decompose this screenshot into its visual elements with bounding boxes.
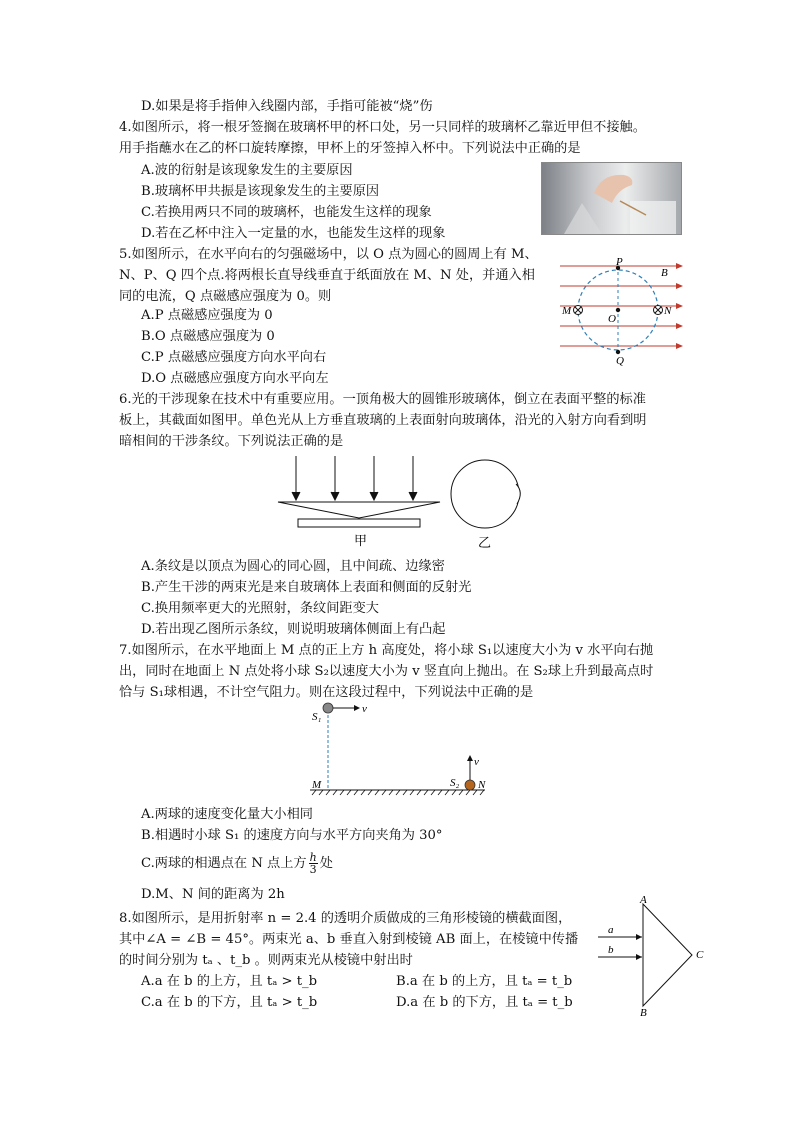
label-c-vertex: C: [696, 949, 704, 961]
q5-option-a: A.P 点磁感应强度为 0: [141, 308, 273, 323]
fraction-numerator: h: [309, 851, 317, 864]
point-q: [616, 350, 620, 354]
q6-stem-line3: 暗相间的干涉条纹。下列说法正确的是: [119, 434, 344, 449]
q7-option-d: D.M、N 间的距离为 2h: [141, 887, 285, 902]
ball-s2: [465, 780, 475, 790]
label-ray-b: b: [608, 944, 614, 956]
q8-stem-line1: 8.如图所示，是用折射率 n = 2.4 的透明介质做成的三角形棱镜的横截面图，: [119, 911, 572, 926]
velocity-arrowhead-s1: [354, 705, 360, 711]
fraction-denominator: 3: [309, 863, 317, 876]
label-b-vertex: B: [640, 1007, 647, 1018]
label-yi: 乙: [478, 536, 492, 551]
q7-stem-line2: 出，同时在地面上 N 点处将小球 S₂以速度大小为 v 竖直向上抛出。在 S₂球上升到最高点时: [119, 664, 654, 679]
q7-option-c: [141, 852, 333, 875]
q8-stem-line2: 其中∠A = ∠B = 45°。两束光 a、b 垂直入射到棱镜 AB 面上，在棱镜中传播: [119, 932, 579, 947]
q6-option-c: C.换用频率更大的光照射，条纹间距变大: [141, 601, 379, 616]
q8-option-a: A.a 在 b 的上方，且 tₐ > t_b: [141, 974, 318, 989]
ball-s1: [323, 703, 333, 713]
q6-option-d: D.若出现乙图所示条纹，则说明玻璃体侧面上有凸起: [141, 622, 446, 637]
incident-light-rays: [292, 456, 417, 500]
q7-option-b: B.相遇时小球 S₁ 的速度方向与水平方向夹角为 30°: [141, 828, 443, 843]
velocity-arrowhead-s2: [467, 755, 473, 761]
q7-option-c-suffix: 处: [319, 856, 333, 871]
glass-cone: [278, 502, 440, 518]
prism-figure: [596, 894, 716, 1018]
label-s2: S₂: [450, 777, 460, 789]
q4-option-c: C.若换用两只不同的玻璃杯，也能发生这样的现象: [141, 205, 432, 220]
q8-option-c: C.a 在 b 的下方，且 tₐ > t_b: [141, 995, 318, 1010]
q5-stem-line1: 5.如图所示，在水平向右的匀强磁场中，以 O 点为圆心的圆周上有 M、: [119, 247, 538, 262]
q4-stem-line2: 用手指蘸水在乙的杯口旋转摩擦，甲杯上的牙签掉入杯中。下列说法中正确的是: [119, 141, 581, 156]
q8-stem-line3: 的时间分别为 tₐ 、t_b 。则两束光从棱镜中射出时: [119, 953, 413, 968]
label-n: N: [664, 305, 672, 317]
q7-stem-line3: 恰与 S₁球相遇，不计空气阻力。则在这段过程中，下列说法中正确的是: [119, 685, 534, 700]
label-m: M: [312, 779, 322, 791]
q4-option-b: B.玻璃杯甲共振是该现象发生的主要原因: [141, 184, 380, 199]
projectile-figure: [300, 698, 495, 802]
q5-option-c: C.P 点磁感应强度方向水平向右: [141, 350, 327, 365]
q3-option-d: D.如果是将手指伸入线圈内部，手指可能被“烧”伤: [141, 99, 433, 114]
q5-stem-line2: N、P、Q 四个点.将两根长直导线垂直于纸面放在 M、N 处，并通入相: [119, 268, 535, 283]
q4-stem-line1: 4.如图所示，将一根牙签搁在玻璃杯甲的杯口处，另一只同样的玻璃杯乙靠近甲但不接触。: [119, 120, 646, 135]
label-q: Q: [616, 355, 624, 366]
interference-figure: [270, 452, 530, 552]
label-v1: v: [362, 703, 367, 715]
standard-plate: [298, 519, 420, 527]
q4-option-a: A.波的衍射是该现象发生的主要原因: [141, 163, 353, 178]
fraction-h-over-3: [309, 852, 318, 875]
prism-triangle: [643, 904, 692, 1006]
q5-option-b: B.O 点磁感应强度为 0: [141, 329, 275, 344]
q4-option-d: D.若在乙杯中注入一定量的水，也能发生这样的现象: [141, 226, 446, 241]
wire-n-icon: [654, 306, 663, 315]
q7-option-a: A.两球的速度变化量大小相同: [141, 807, 313, 822]
glass-cup-photo-art: [542, 163, 681, 234]
q8-option-b: B.a 在 b 的上方，且 tₐ = t_b: [396, 974, 573, 989]
label-jia: 甲: [354, 534, 368, 549]
point-o: [616, 308, 620, 312]
label-a-vertex: A: [640, 894, 647, 906]
ground-hatching: [312, 790, 484, 795]
q8-option-d: D.a 在 b 的下方，且 tₐ = t_b: [396, 995, 573, 1010]
q6-option-a: A.条纹是以顶点为圆心的同心圆，且中间疏、边缘密: [141, 559, 445, 574]
label-s1: S₁: [312, 711, 322, 723]
label-ray-a: a: [608, 924, 614, 936]
q5-option-d: D.O 点磁感应强度方向水平向左: [141, 371, 329, 386]
q6-stem-line1: 6.光的干涉现象在技术中有重要应用。一顶角极大的圆锥形玻璃体，倒立在表面平整的标准: [119, 392, 646, 407]
glass-cup-photo: [541, 162, 682, 235]
ray-a-arrowhead: [636, 934, 642, 940]
label-b: B: [661, 267, 668, 279]
label-p: P: [616, 256, 623, 268]
q7-option-c-prefix: C.两球的相遇点在 N 点上方: [141, 856, 307, 871]
magnetic-field-figure: [556, 254, 686, 366]
fringe-bulge: [516, 484, 520, 504]
q6-stem-line2: 板上，其截面如图甲。单色光从上方垂直玻璃的上表面射向玻璃体，沿光的入射方向看到明: [119, 413, 647, 428]
q6-option-b: B.产生干涉的两束光是来自玻璃体上表面和侧面的反射光: [141, 580, 472, 595]
q5-stem-line3: 同的电流，Q 点磁感应强度为 0。则: [119, 289, 332, 304]
label-n: N: [478, 779, 486, 791]
q7-stem-line1: 7.如图所示，在水平地面上 M 点的正上方 h 高度处，将小球 S₁以速度大小为 v 水平向右抛: [119, 643, 654, 658]
ray-b-arrowhead: [636, 954, 642, 960]
wire-m-icon: [574, 306, 583, 315]
label-m: M: [562, 305, 572, 317]
fringe-circle: [451, 460, 519, 528]
label-o: O: [608, 313, 616, 325]
label-v2: v: [474, 756, 479, 768]
